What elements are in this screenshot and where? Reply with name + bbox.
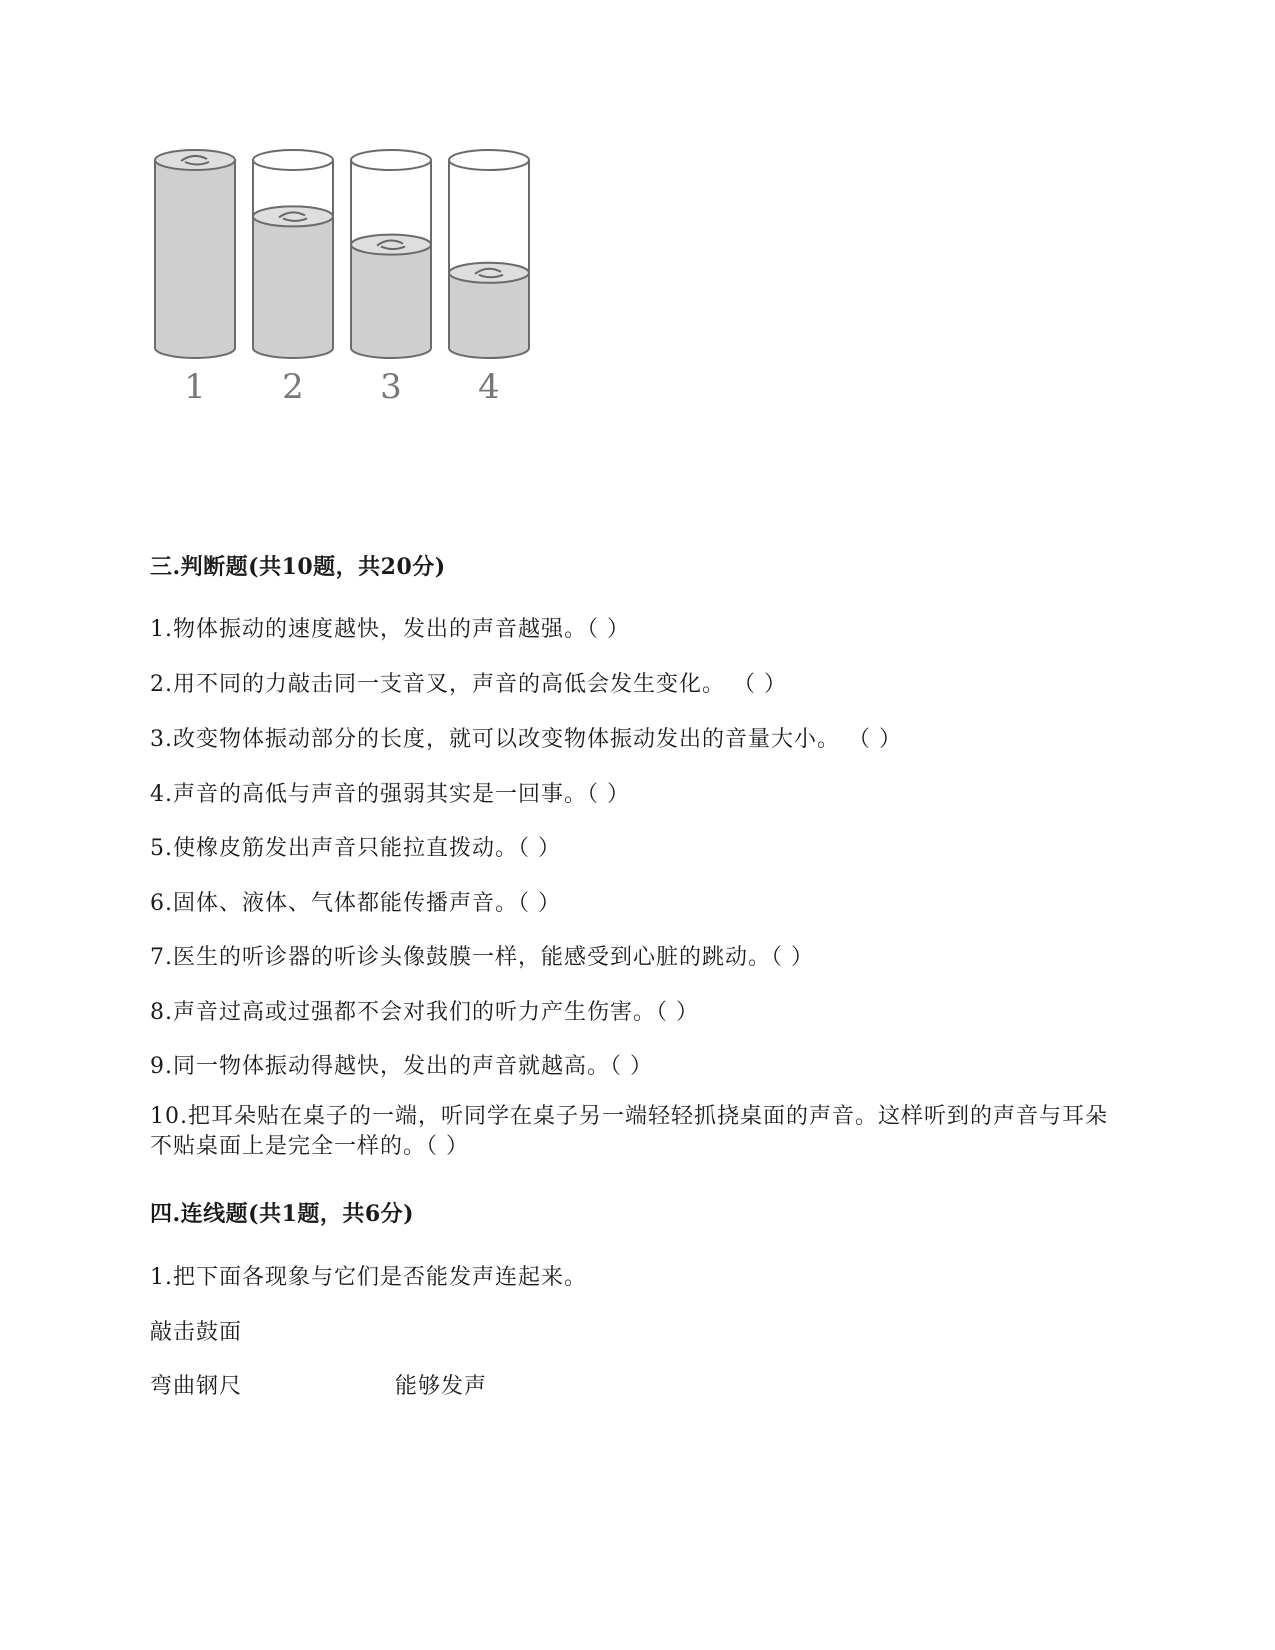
water-body-3 xyxy=(351,245,431,358)
water-surface-1 xyxy=(155,150,235,170)
judgment-question-7: 7.医生的听诊器的听诊头像鼓膜一样，能感受到心脏的跳动。（ ） xyxy=(150,945,814,970)
matching-right-item-1: 能够发声 xyxy=(395,1374,488,1399)
judgment-question-2: 2.用不同的力敲击同一支音叉，声音的高低会发生变化。 （ ） xyxy=(150,672,787,697)
judgment-question-6: 6.固体、液体、气体都能传播声音。（ ） xyxy=(150,891,561,916)
section3-title: 三.判断题(共10题，共20分) xyxy=(150,554,446,580)
cylinder-label-2: 2 xyxy=(282,367,304,407)
section4-title: 四.连线题(共1题，共6分) xyxy=(150,1201,415,1227)
cylinders-figure xyxy=(145,140,565,430)
judgment-question-5: 5.使橡皮筋发出声音只能拉直拨动。（ ） xyxy=(150,836,561,861)
matching-question-1: 1.把下面各现象与它们是否能发声连起来。 xyxy=(150,1265,587,1290)
cylinders-illustration xyxy=(145,140,565,430)
judgment-question-1: 1.物体振动的速度越快，发出的声音越强。（ ） xyxy=(150,617,630,642)
water-surface-2 xyxy=(253,206,333,226)
cylinder-label-3: 3 xyxy=(380,367,402,407)
cylinder-rim-4 xyxy=(449,150,529,170)
water-body-1 xyxy=(155,160,235,358)
water-body-4 xyxy=(449,273,529,358)
water-surface-3 xyxy=(351,235,431,255)
judgment-question-8: 8.声音过高或过强都不会对我们的听力产生伤害。（ ） xyxy=(150,1000,699,1025)
judgment-question-10: 10.把耳朵贴在桌子的一端，听同学在桌子另一端轻轻抓挠桌面的声音。这样听到的声音与耳朵不贴桌面上是完全一样的。（ ） xyxy=(150,1104,1108,1159)
judgment-question-3: 3.改变物体振动部分的长度，就可以改变物体振动发出的音量大小。 （ ） xyxy=(150,727,902,752)
cylinder-rim-3 xyxy=(351,150,431,170)
matching-left-item-1: 敲击鼓面 xyxy=(150,1320,243,1345)
cylinder-label-4: 4 xyxy=(478,367,500,407)
water-body-2 xyxy=(253,216,333,358)
cylinder-label-1: 1 xyxy=(184,367,206,407)
matching-left-item-2: 弯曲钢尺 xyxy=(150,1374,243,1399)
judgment-question-9: 9.同一物体振动得越快，发出的声音就越高。（ ） xyxy=(150,1054,653,1079)
cylinder-rim-2 xyxy=(253,150,333,170)
water-surface-4 xyxy=(449,263,529,283)
judgment-question-4: 4.声音的高低与声音的强弱其实是一回事。（ ） xyxy=(150,782,630,807)
